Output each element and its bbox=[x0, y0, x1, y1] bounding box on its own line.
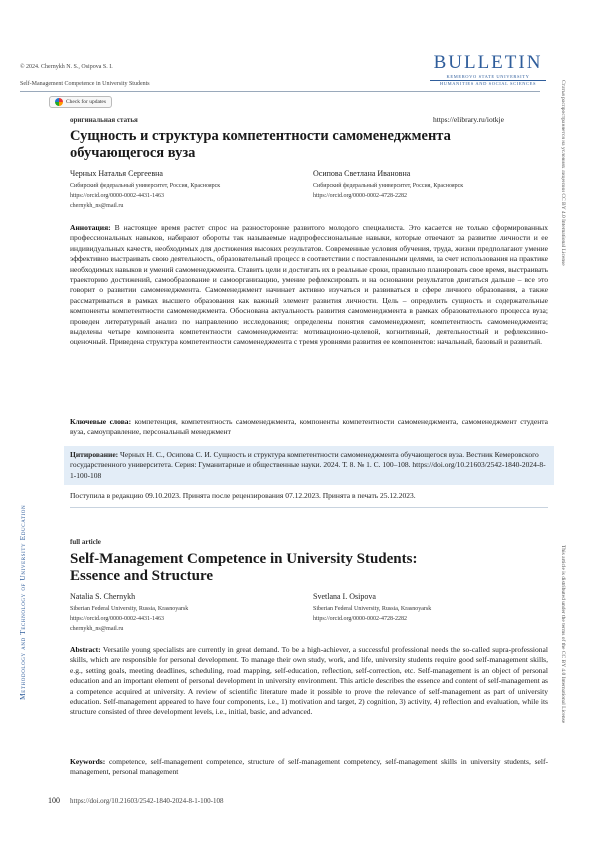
keywords-en bbox=[70, 757, 548, 778]
abstract-label: Abstract: bbox=[70, 645, 101, 654]
license-ru: Статья распространяется на условиях лицензии CC BY 4.0 International License bbox=[560, 80, 566, 266]
title-ru-line1: Сущность и структура компетентности самоменеджмента bbox=[70, 128, 451, 144]
author-en-1 bbox=[70, 592, 300, 634]
dates-ru: Поступила в редакцию 09.10.2023. Принята после рецензирования 07.12.2023. Принята в печать 25.12.2023. bbox=[70, 491, 416, 500]
abstract-text: Versatile young specialists are currently in great demand. To be a high-achiever, a successful professional needs the so-called supra-professional skills, which are responsible for personal development. To manage their own study, work, and life, university students require good self-management skills, e.g., setting goals, meeting deadlines, scheduling, road mapping, self-education, reflection, self-correction, etc. Self-management is an object of personal education and an important element of personal development in university environment. This article describes the essence and content of self-management as a competence acquired at university. A review of scientific literature made it possible to prove the relevance of self-management as part of university education. Self-management appeared to have four components, i.e., 1) motivation and target, 2) cognition, 3) activity, 4) reflection and evaluation, while its structure consisted of three development levels, i.e., initial, basic, and advanced. bbox=[70, 645, 548, 717]
title-en bbox=[70, 551, 550, 585]
title-ru bbox=[70, 128, 550, 162]
keywords-text: competence, self-management competence, structure of self-management competency, self-management skills in university students, self-management, personal management bbox=[70, 757, 548, 777]
abstract-ru bbox=[70, 223, 548, 348]
abstract-text: В настоящее время растет спрос на разносторонне развитого молодого специалиста. Это касается не только сформированных профессиональных навыков, набирают обороты так называемые надпрофессиональные навыки, которые отвечают за развитие личности и ее индивидуальных качеств, необходимых для достижения высоких результатов. Современные условия обучения, труда, жизни предполагают умение эффективно выстраивать свою деятельность, образовательный процесс в соответствии с поставленными целями, за счет использования на практике необходимых навыков и умений самоменеджмента. Ставить цели и достигать их в реальные сроки, правильно планировать свое время, выстраивать траекторию достижений, самообразование и самоорганизацию, умение рефлексировать и на основании результатов двигаться дальше – все это говорит о развитии самоменеджмента. Самоменеджмент начинает активно изучаться и развиваться в сфере личного образования, а также рассматриваться в рамках высшего образования как важный элемент развития личности. Цель – определить сущность и содержательные компоненты компетентности самоменеджмента. Обоснована актуальность развития самоменеджмента в рамках образовательного процесса вуза; проведен литературный анализ по направлению исследования; определены понятия самоменеджмент, компетентность самоменеджмента; выделены четыре компонента компетентности самоменеджмента: мотивационно-целевой, когнитивный, деятельностный и рефлексивно-оценочный. Приведена структура компетентности самоменеджмента с тремя уровнями развития ее компонентов: начальный, базовый и развитый. bbox=[70, 223, 548, 347]
page-number: 100 bbox=[48, 796, 60, 805]
abstract-en bbox=[70, 645, 548, 718]
author-affiliation: Siberian Federal University, Russia, Krasnoyarsk bbox=[313, 606, 432, 612]
section-title: Methodology and Technology of University Education bbox=[18, 504, 27, 700]
title-ru-line2: обучающегося вуза bbox=[70, 145, 196, 161]
header-divider bbox=[20, 91, 540, 92]
author-name: Svetlana I. Osipova bbox=[313, 592, 376, 601]
doi-link[interactable]: https://doi.org/10.21603/2542-1840-2024-8-1-100-108 bbox=[70, 797, 224, 805]
copyright: © 2024. Chernykh N. S., Osipova S. I. bbox=[20, 64, 113, 70]
author-ru-2 bbox=[313, 169, 543, 201]
logo-title: BULLETIN bbox=[433, 52, 543, 73]
article-type-en: full article bbox=[70, 538, 101, 546]
author-affiliation: Siberian Federal University, Russia, Krasnoyarsk bbox=[70, 606, 189, 612]
keywords-label: Keywords: bbox=[70, 757, 106, 766]
logo-sub2: HUMANITIES AND SOCIAL SCIENCES bbox=[439, 81, 537, 86]
elibrary-link[interactable]: https://elibrary.ru/iotkje bbox=[433, 115, 504, 124]
journal-logo bbox=[430, 52, 546, 86]
author-name: Черных Наталья Сергеевна bbox=[70, 169, 163, 178]
author-orcid[interactable]: https://orcid.org/0000-0002-4728-2282 bbox=[313, 193, 408, 199]
cite-text: Черных Н. С., Осипова С. И. Сущность и структура компетентности самоменеджмента обучающегося вуза. Вестник Кемеровского государственного университета. Серия: Гуманитарные и общественные науки. 2024. Т. 8. № 1. С. 100–108. https://doi.org/10.21603/2542-1840-2024-8-1-100-108 bbox=[70, 450, 546, 480]
author-ru-1 bbox=[70, 169, 300, 211]
cite-label: Цитирование: bbox=[70, 450, 119, 459]
author-en-2 bbox=[313, 592, 543, 624]
check-updates-button[interactable] bbox=[49, 96, 112, 108]
citation-box bbox=[64, 446, 554, 485]
title-en-line1: Self-Management Competence in University Students: bbox=[70, 551, 418, 567]
author-email[interactable]: chernykh_ns@mail.ru bbox=[70, 203, 124, 209]
check-updates-label: Check for updates bbox=[66, 99, 107, 105]
section-divider bbox=[70, 507, 548, 508]
author-orcid[interactable]: https://orcid.org/0000-0002-4431-1463 bbox=[70, 616, 165, 622]
keywords-text: компетенция, компетентность самоменеджмента, компоненты компетентности самоменеджмента, самоменеджмент студента вуза, самоуправление, персональный менеджмент bbox=[70, 417, 549, 437]
author-affiliation: Сибирский федеральный университет, Россия, Красноярск bbox=[313, 183, 464, 189]
keywords-label: Ключевые слова: bbox=[70, 417, 132, 426]
author-name: Natalia S. Chernykh bbox=[70, 592, 136, 601]
author-affiliation: Сибирский федеральный университет, Россия, Красноярск bbox=[70, 183, 221, 189]
logo-sub1: KEMEROVO STATE UNIVERSITY bbox=[430, 74, 546, 81]
abstract-label: Аннотация: bbox=[70, 223, 111, 232]
license-en: This article is distributed under the terms of the CC BY 4.0 International License bbox=[560, 545, 566, 724]
author-name: Осипова Светлана Ивановна bbox=[313, 169, 411, 178]
running-title: Self-Management Competence in University Students bbox=[20, 81, 150, 87]
article-type-ru: оригинальная статья bbox=[70, 116, 138, 124]
keywords-ru bbox=[70, 417, 548, 438]
author-orcid[interactable]: https://orcid.org/0000-0002-4431-1463 bbox=[70, 193, 165, 199]
title-en-line2: Essence and Structure bbox=[70, 568, 214, 584]
crossmark-icon bbox=[55, 98, 63, 106]
author-orcid[interactable]: https://orcid.org/0000-0002-4728-2282 bbox=[313, 616, 408, 622]
author-email[interactable]: chernykh_ns@mail.ru bbox=[70, 626, 124, 632]
